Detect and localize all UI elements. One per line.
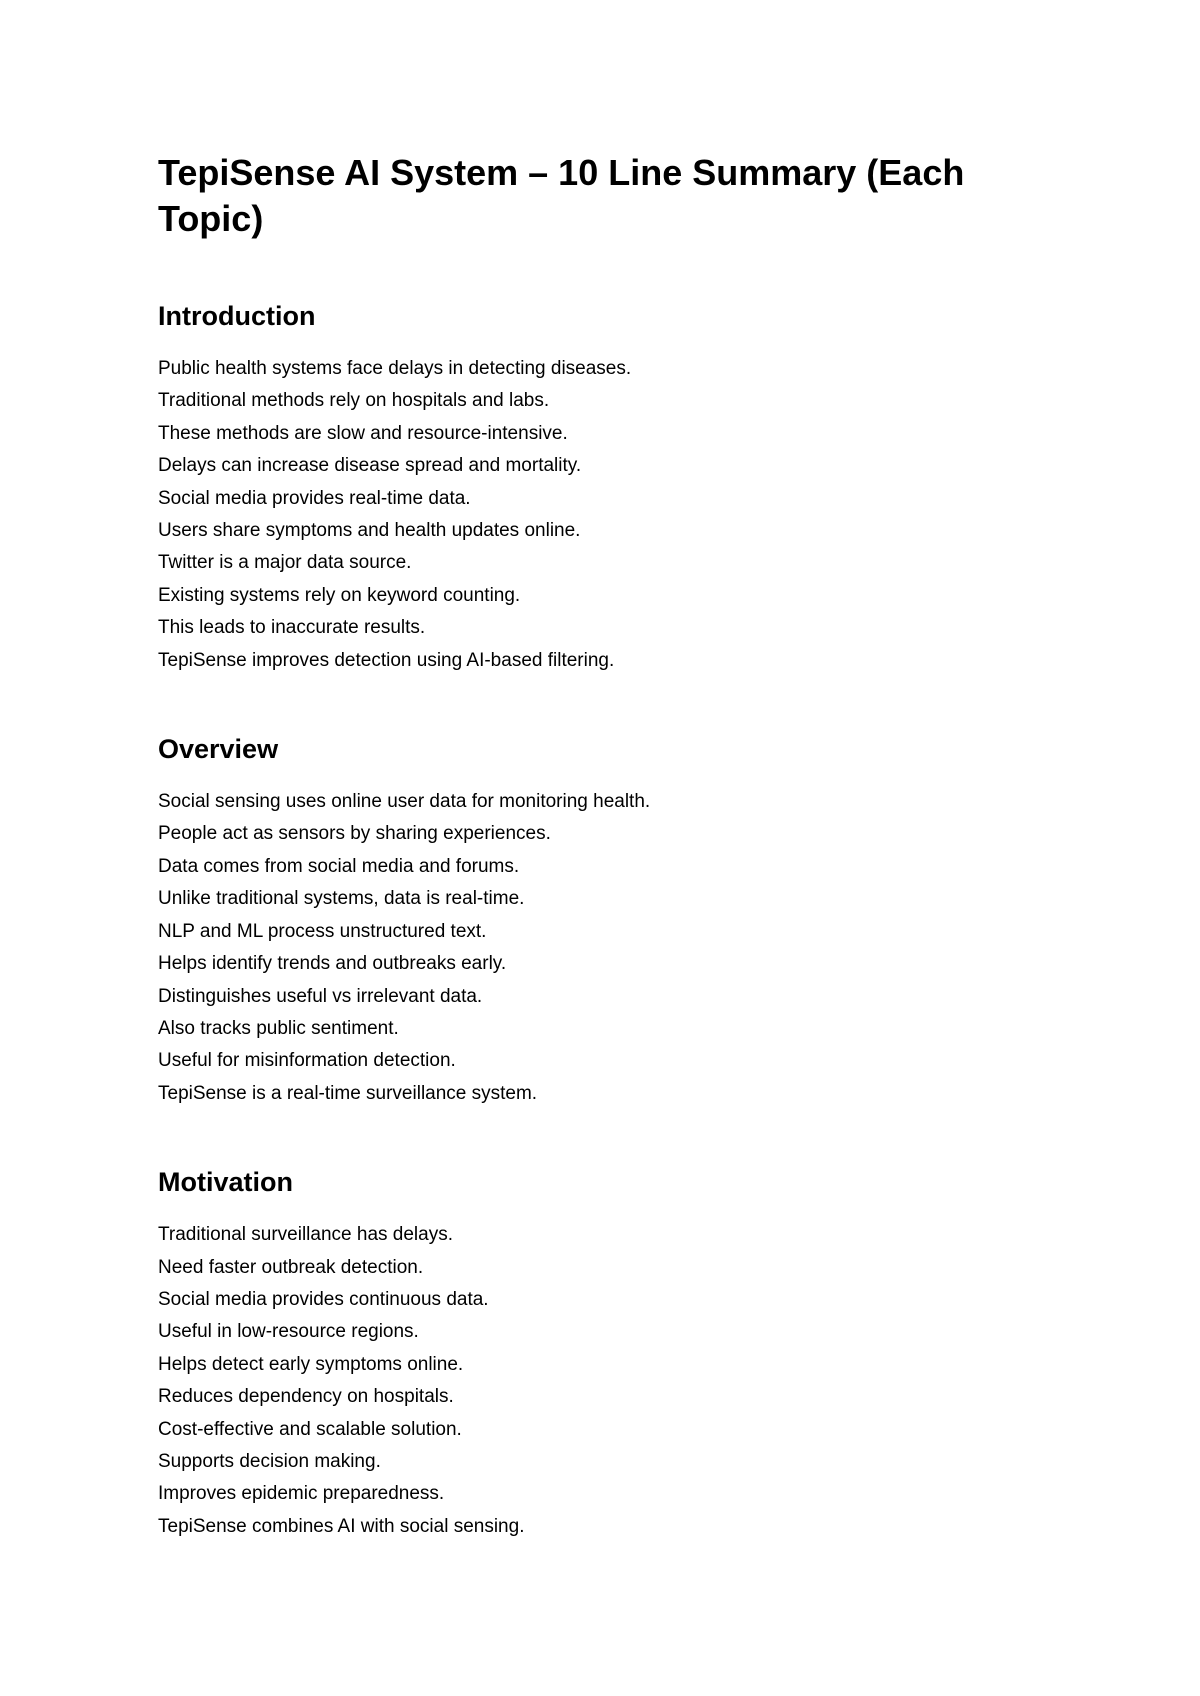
- summary-line: These methods are slow and resource-intensive.: [158, 422, 568, 444]
- section-lines: [158, 786, 1058, 1110]
- summary-line: Social sensing uses online user data for monitoring health.: [158, 791, 651, 813]
- section-lines: [158, 353, 1058, 677]
- summary-line: Helps identify trends and outbreaks early.: [158, 953, 507, 975]
- summary-line: Reduces dependency on hospitals.: [158, 1386, 454, 1408]
- summary-line: Improves epidemic preparedness.: [158, 1483, 445, 1505]
- summary-line: Need faster outbreak detection.: [158, 1256, 424, 1278]
- summary-line: Social media provides continuous data.: [158, 1288, 489, 1310]
- summary-line: Distinguishes useful vs irrelevant data.: [158, 985, 483, 1007]
- summary-line: NLP and ML process unstructured text.: [158, 920, 487, 942]
- summary-line: Also tracks public sentiment.: [158, 1017, 399, 1039]
- summary-line: Social media provides real-time data.: [158, 487, 471, 509]
- section-motivation: [158, 1165, 1058, 1543]
- summary-line: Supports decision making.: [158, 1450, 381, 1472]
- summary-line: Data comes from social media and forums.: [158, 855, 520, 877]
- section-lines: [158, 1219, 1058, 1543]
- summary-line: TepiSense improves detection using AI-based filtering.: [158, 649, 615, 671]
- document-page: [158, 150, 1058, 1543]
- document-title: TepiSense AI System – 10 Line Summary (Each Topic): [158, 152, 965, 239]
- summary-line: Traditional methods rely on hospitals and labs.: [158, 390, 550, 412]
- summary-line: Cost-effective and scalable solution.: [158, 1418, 462, 1440]
- summary-line: Useful in low-resource regions.: [158, 1321, 419, 1343]
- summary-line: Twitter is a major data source.: [158, 552, 412, 574]
- summary-line: TepiSense combines AI with social sensing.: [158, 1515, 525, 1537]
- summary-line: Delays can increase disease spread and mortality.: [158, 455, 582, 477]
- section-heading: Introduction: [158, 301, 316, 331]
- summary-line: Unlike traditional systems, data is real-time.: [158, 888, 525, 910]
- summary-line: This leads to inaccurate results.: [158, 617, 426, 639]
- summary-line: TepiSense is a real-time surveillance system.: [158, 1082, 538, 1104]
- section-heading: Overview: [158, 734, 279, 765]
- summary-line: People act as sensors by sharing experiences.: [158, 823, 551, 845]
- summary-line: Users share symptoms and health updates online.: [158, 520, 581, 542]
- section-heading: Motivation: [158, 1167, 293, 1198]
- section-overview: [158, 732, 1058, 1110]
- section-introduction: [158, 299, 1058, 677]
- summary-line: Public health systems face delays in detecting diseases.: [158, 358, 632, 379]
- summary-line: Helps detect early symptoms online.: [158, 1353, 464, 1375]
- summary-line: Traditional surveillance has delays.: [158, 1224, 454, 1246]
- summary-line: Useful for misinformation detection.: [158, 1050, 456, 1072]
- summary-line: Existing systems rely on keyword counting.: [158, 584, 521, 606]
